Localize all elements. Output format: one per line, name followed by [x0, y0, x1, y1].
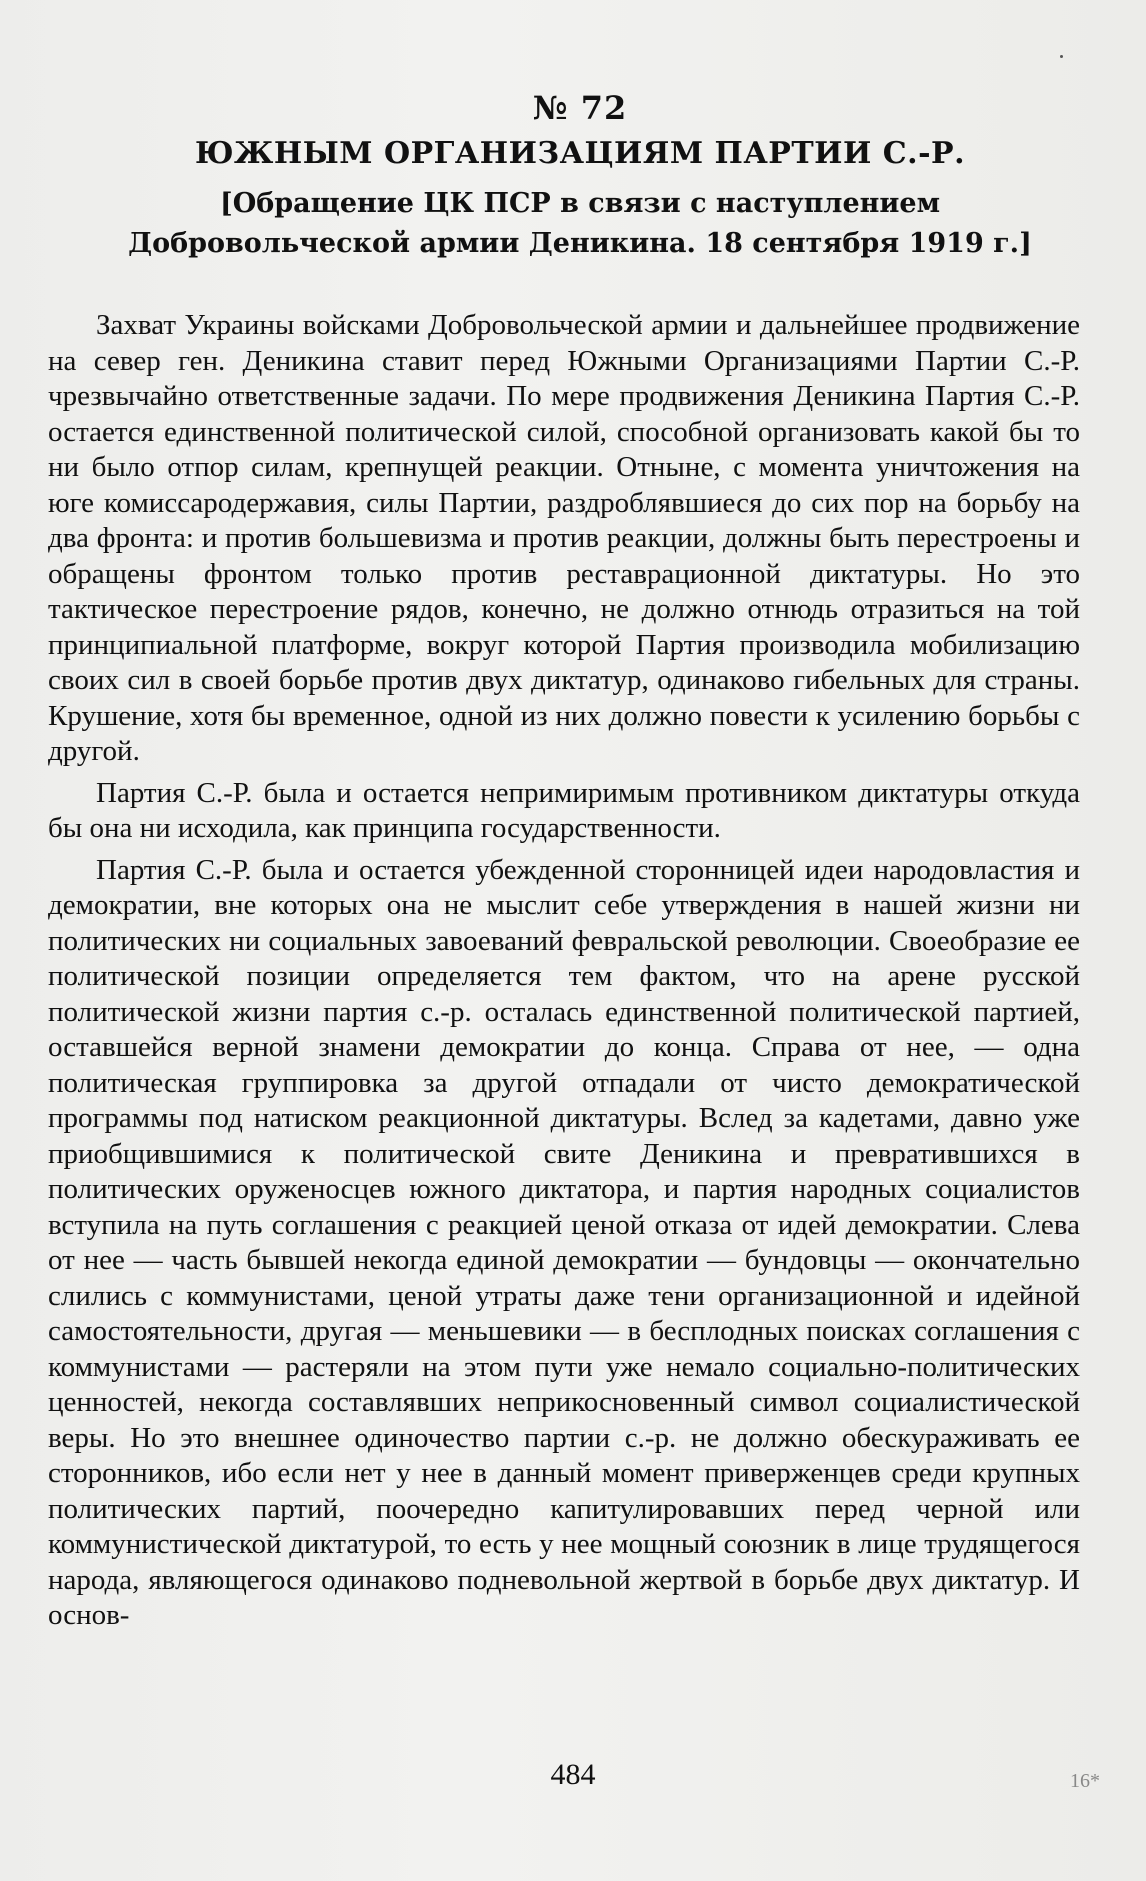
document-number: № 72: [532, 89, 628, 127]
document-title: ЮЖНЫМ ОРГАНИЗАЦИЯМ ПАРТИИ С.-Р.: [194, 136, 966, 171]
document-header: [80, 88, 1080, 264]
print-speck: [1060, 55, 1063, 58]
paragraph: Захват Украины войсками Добровольческой армии и дальнейшее продвижение на север ген. Деникина ставит перед Южными Организациями Партии С.-Р. чрезвычайно ответственные задачи. По мере продвижения Деникина Партия С.-Р. остается единственной политической силой, способной организовать какой бы то ни было отпор силам, крепнущей реакции. Отныне, с момента уничтожения на юге комиссародержавия, силы Партии, раздроблявшиеся до сих пор на борьбу на два фронта: и против большевизма и против реакции, должны быть перестроены и обращены фронтом только против реставрационной диктатуры. Но это тактическое перестроение рядов, конечно, не должно отнюдь отразиться на той принципиальной платформе, вокруг которой Партия производила мобилизацию своих сил в своей борьбе против двух диктатур, одинаково гибельных для страны. Крушение, хотя бы временное, одной из них должно повести к усилению борьбы с другой.: [48, 309, 1080, 767]
paragraph: Партия С.-Р. была и остается непримиримым противником диктатуры откуда бы она ни исходила, как принципа государственности.: [48, 776, 1080, 844]
page-number: 484: [550, 1758, 596, 1791]
document-subtitle: [Обращение ЦК ПСР в связи с наступлением Добровольческой армии Деникина. 18 сентября 1919 г.]: [128, 188, 1032, 259]
signature-mark: 16*: [1070, 1770, 1100, 1792]
document-body: [48, 308, 1080, 1640]
paragraph: Партия С.-Р. была и остается убежденной сторонницей идеи народовластия и демократии, вне которых она не мыслит себе утверждения в нашей жизни ни политических ни социальных завоеваний февральской революции. Своеобразие ее политической позиции определяется тем фактом, что на арене русской политической жизни партия с.-р. осталась единственной политической партией, оставшейся верной знамени демократии до конца. Справа от нее, — одна политическая группировка за другой отпадали от чисто демократической программы под натиском реакционной диктатуры. Вслед за кадетами, давно уже приобщившимися к политической свите Деникина и превратившихся в политических оруженосцев южного диктатора, и партия народных социалистов вступила на путь соглашения с реакцией ценой отказа от идей демократии. Слева от нее — часть бывшей некогда единой демократии — бундовцы — окончательно слились с коммунистами, ценой утраты даже тени организационной и идейной самостоятельности, другая — меньшевики — в бесплодных поисках соглашения с коммунистами — растеряли на этом пути уже немало социально-политических ценностей, некогда составлявших неприкосновенный символ социалистической веры. Но это внешнее одиночество партии с.-р. не должно обескураживать ее сторонников, ибо если нет у нее в данный момент приверженцев среди крупных политических партий, поочередно капитулировавших перед черной или коммунистической диктатурой, то есть у нее мощный союзник в лице трудящегося народа, являющегося одинаково подневольной жертвой в борьбе двух диктатур. И основ-: [48, 853, 1080, 1631]
